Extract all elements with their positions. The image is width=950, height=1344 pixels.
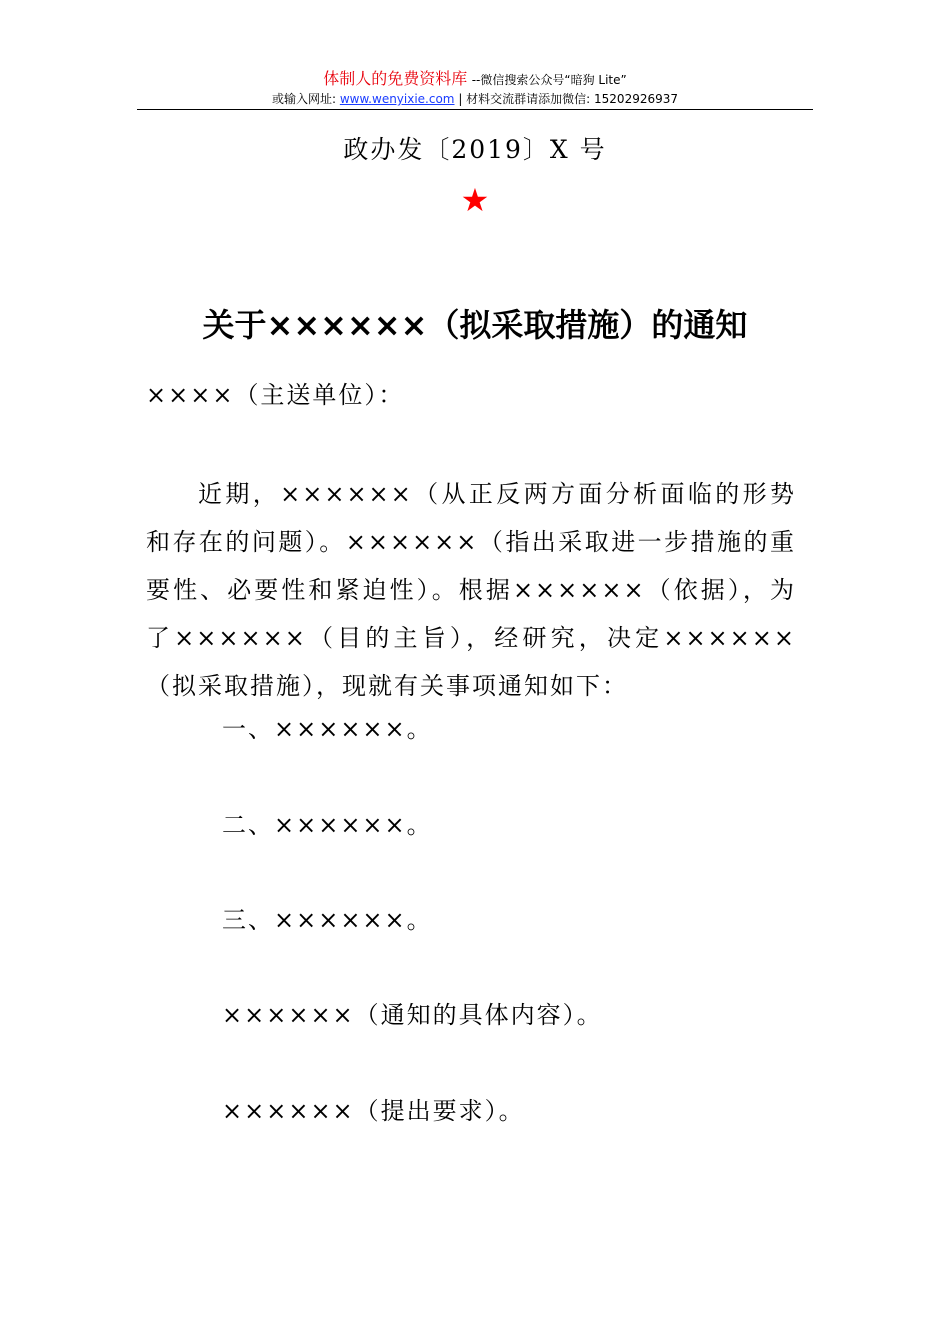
site-brand: 体制人的免费资料库 — [323, 69, 468, 88]
contact-info: | 材料交流群请添加微信: 15202926937 — [454, 92, 679, 106]
document-number: 政办发〔2019〕X 号 — [343, 135, 607, 164]
document-title: 关于××××××（拟采取措施）的通知 — [202, 306, 748, 344]
header-divider — [137, 109, 813, 110]
url-prefix: 或输入网址: — [271, 92, 340, 106]
list-item-3: 三、××××××。 — [222, 906, 433, 934]
site-banner — [0, 70, 950, 89]
body-paragraph: 近期，××××××（从正反两方面分析面临的形势和存在的问题）。××××××（指出采取进一步措施的重要性、必要性和紧迫性）。根据××××××（依据），为了××××××（目的主旨），经研究，决定××××××（拟采取措施），现就有关事项通知如下： — [146, 480, 796, 700]
site-tagline: --微信搜索公众号“暗狗 Lite” — [471, 73, 627, 87]
site-url-link[interactable]: www.wenyixie.com — [339, 92, 455, 106]
list-item-1: 一、××××××。 — [222, 715, 433, 743]
recipient-line: ××××（主送单位）： — [146, 381, 405, 409]
site-contact-line — [0, 91, 950, 107]
requirement-item: ××××××（提出要求）。 — [222, 1097, 525, 1125]
list-item-2: 二、××××××。 — [222, 811, 433, 839]
content-item: ××××××（通知的具体内容）。 — [222, 1001, 603, 1029]
red-star-icon: ★ — [460, 181, 490, 219]
